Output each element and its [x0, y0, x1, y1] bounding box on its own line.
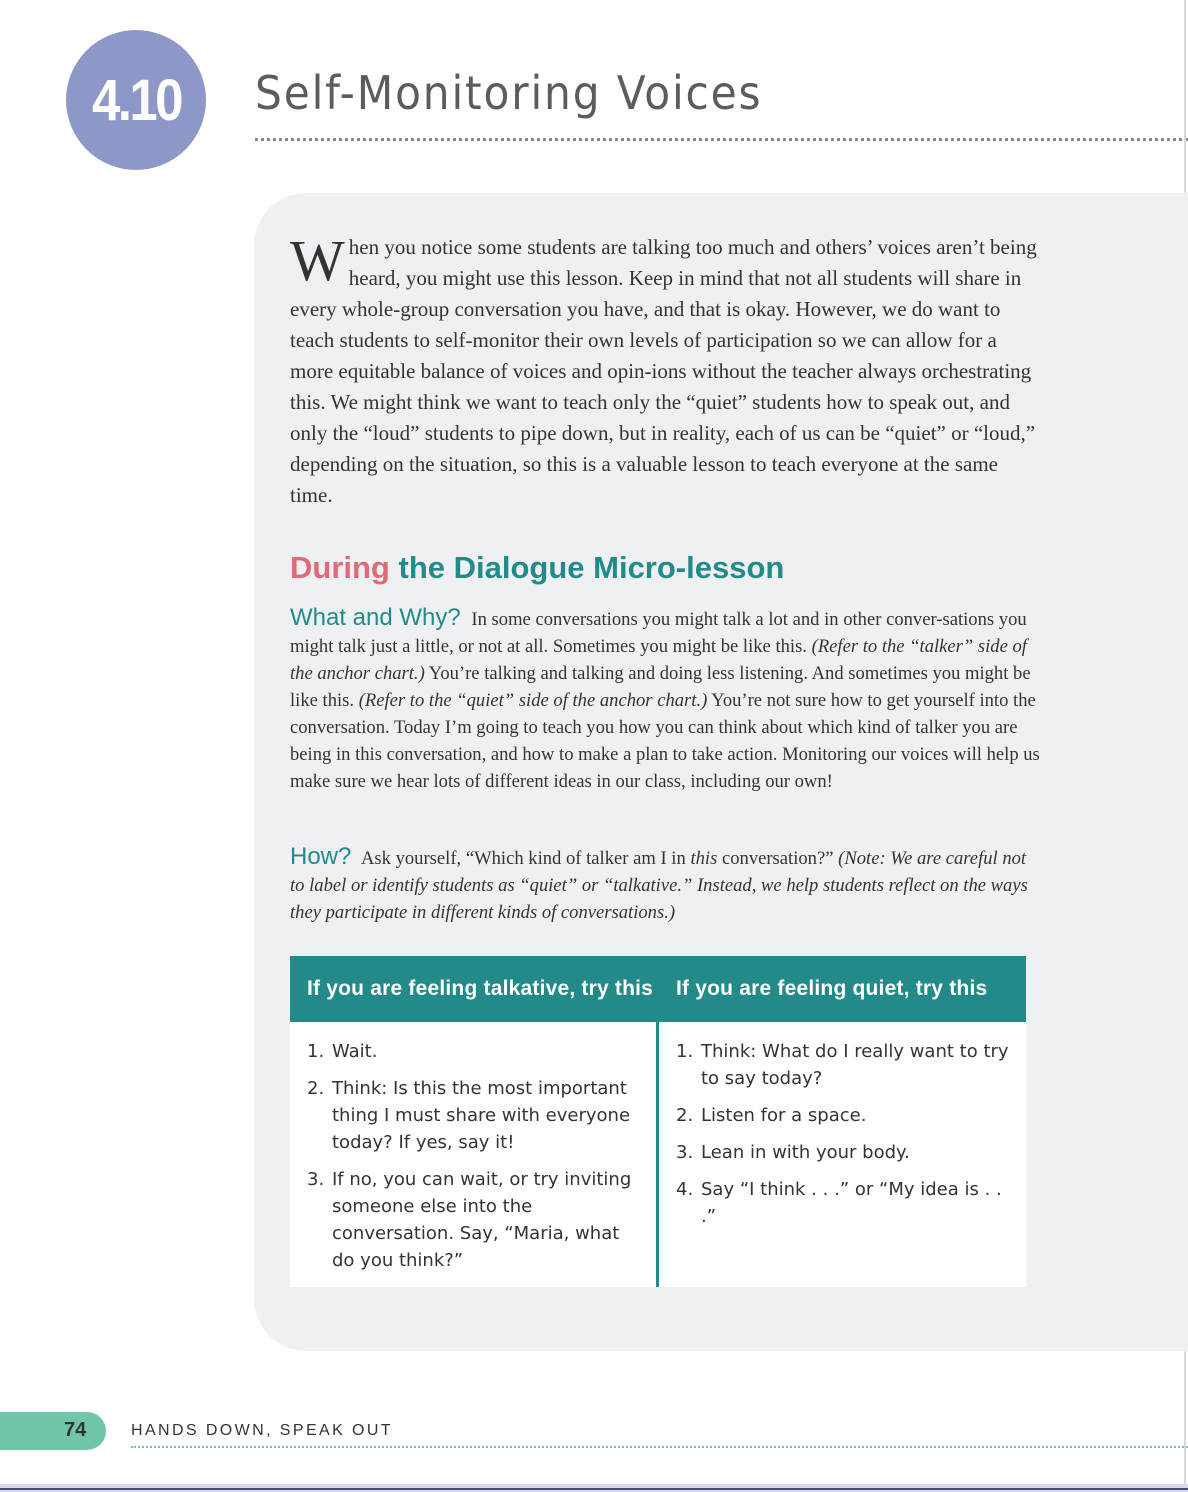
- lesson-number-badge: [66, 30, 206, 170]
- list-item: 1. Wait.: [307, 1041, 378, 1062]
- quiet-column: [656, 956, 1026, 1287]
- what-why-text-2: You’re talking and talking and doing less listening. And sometimes you might be like this.: [290, 663, 1031, 711]
- drop-cap: W: [290, 228, 345, 293]
- talkative-column-header: If you are feeling talkative, try this: [290, 956, 656, 1022]
- lesson-number: 4.10: [91, 67, 181, 133]
- strategy-table: [290, 956, 1026, 1287]
- page-title: Self-Monitoring Voices: [255, 66, 763, 120]
- list-item: 2. Listen for a space.: [676, 1105, 867, 1126]
- how-emphasis: this: [690, 848, 718, 869]
- list-item: 3. Lean in with your body.: [676, 1142, 910, 1163]
- talkative-list: [290, 1022, 656, 1274]
- what-why-text-1: In some conversations you might talk a lot and in other conver-sations you might talk just a little, or not at all. Sometimes you might be like this.: [290, 609, 1027, 657]
- section-heading-rest: the Dialogue Micro-lesson: [398, 550, 785, 585]
- intro-paragraph: [290, 228, 1042, 511]
- running-head: HANDS DOWN, SPEAK OUT: [131, 1422, 393, 1439]
- title-dotted-rule: [255, 138, 1188, 141]
- section-heading-accent: During: [290, 550, 390, 585]
- what-why-note-1: (Refer to the “talker” side of the anchor chart.): [290, 636, 1027, 684]
- list-item: 4. Say “I think . . .” or “My idea is . . .”: [676, 1179, 1002, 1227]
- list-item: 2. Think: Is this the most important thing I must share with everyone today? If yes, say it!: [307, 1078, 631, 1153]
- page-number-tab: [0, 1412, 106, 1450]
- section-heading: [290, 550, 784, 586]
- what-why-text-3: You’re not sure how to get yourself into the conversation. Today I’m going to teach you how you can think about which kind of talker you are being in this conversation, and how to make a plan to take action. Monitoring our voices will help us make sure we hear lots of different ideas in our class, including our own!: [290, 690, 1040, 792]
- list-item: 3. If no, you can wait, or try inviting someone else into the conversation. Say, “Maria, what do you think?”: [307, 1169, 632, 1271]
- how-text-2: conversation?”: [721, 848, 834, 869]
- how-paragraph: [290, 843, 1042, 926]
- bottom-rule: [0, 1488, 1188, 1490]
- quiet-list: [659, 1022, 1026, 1230]
- what-why-note-2: (Refer to the “quiet” side of the anchor chart.): [358, 690, 708, 711]
- quiet-column-header: If you are feeling quiet, try this: [659, 956, 1026, 1022]
- how-note: (Note: We are careful not to label or identify students as “quiet” or “talkative.” Instead, we help students reflect on the ways they participate in different kinds of conversations.): [290, 848, 1028, 923]
- footer-dotted-rule: [131, 1446, 1188, 1448]
- page-number: 74: [64, 1419, 87, 1441]
- intro-text: hen you notice some students are talking too much and others’ voices aren’t being heard, you might use this lesson. Keep in mind that not all students will share in every whole-group conversation you have, and that is okay. However, we do want to teach students to self-monitor their own levels of participation so we can allow for a more equitable balance of voices and opin-ions without the teacher always orchestrating this. We might think we want to teach only the “quiet” students how to speak out, and only the “loud” students to pipe down, but in reality, each of us can be “quiet” or “loud,” depending on the situation, so this is a valuable lesson to teach everyone at the same time.: [290, 235, 1037, 507]
- what-why-paragraph: [290, 604, 1042, 795]
- list-item: 1. Think: What do I really want to try to say today?: [676, 1041, 1009, 1089]
- how-text-1: Ask yourself, “Which kind of talker am I in: [360, 848, 686, 869]
- talkative-column: [290, 956, 656, 1287]
- how-label: How?: [290, 843, 352, 870]
- what-why-label: What and Why?: [290, 604, 461, 631]
